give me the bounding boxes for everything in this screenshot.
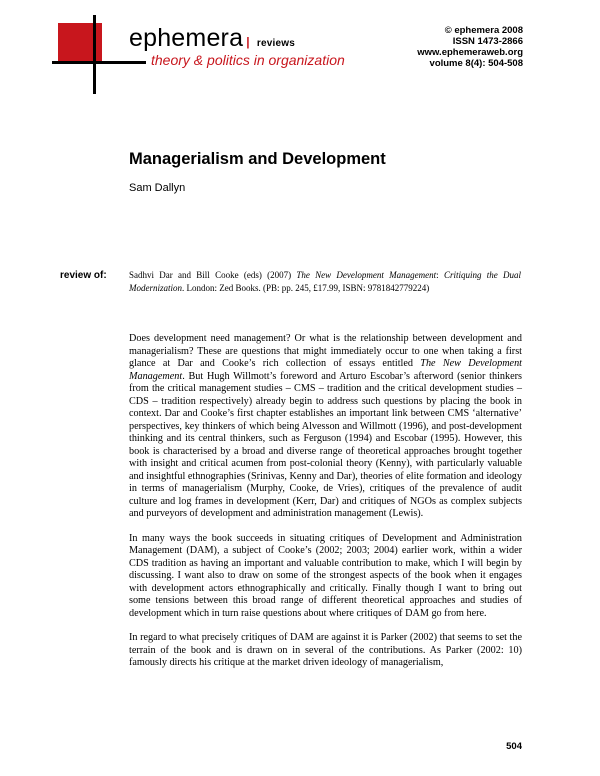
body-paragraph-1 [129, 333, 522, 521]
review-of-label: review of: [60, 270, 107, 281]
page-number: 504 [506, 741, 522, 752]
brand-separator: | [246, 35, 250, 49]
article-author: Sam Dallyn [129, 182, 186, 194]
website-line: www.ephemeraweb.org [417, 47, 523, 58]
citation-book-title: The New Development Management [296, 270, 437, 280]
copyright-line: © ephemera 2008 [444, 25, 523, 36]
citation-colon: : [436, 270, 444, 280]
review-citation [129, 269, 521, 294]
issn-line: ISSN 1473-2866 [452, 36, 523, 47]
body-paragraph-3: In regard to what precisely critiques of DAM are against it is Parker (2002) that seems to set the terrain of the book and is drawn on in several of the contributions. As Parker (2002: 10) famously directs his critique at the market driven ideology of managerialism, [129, 632, 522, 668]
journal-brand [129, 26, 295, 51]
book-title-italic: The New Development Management [129, 358, 522, 382]
journal-tagline: theory & politics in organization [151, 52, 345, 68]
body-paragraph-2: In many ways the book succeeds in situating critiques of Development and Administration Management (DAM), a subject of Cooke’s (2002; 2003; 2004) earlier work, within a wider CDS tradition as having an important and valuable contribution to make, which I will begin by discussing. I want also to draw on some of the strongest aspects of the book when it engages with development actors ethnographically and critically. Finally though I want to bring out some tensions between this broad range of different theoretical approaches and studies of development which in turn raise questions about where critiques of DAM go from here. [129, 532, 522, 619]
paragraph-text: . But Hugh Willmott’s foreword and Arturo Escobar’s afterword (senior thinkers from the critical management studies – CMS – tradition and the critical development studies – CDS – tradition respectively) already begin to address such questions by placing the book in context. Dar and Cooke’s first chapter establishes an important link between CMS ‘alternative’ perspectives, key thinkers of which being Alvesson and Willmott (1996), and post-development thinking and its central thinkers, such as Ferguson (1994) and Escobar (1995). However, this book is characterised by a broad and diverse range of theoretical approaches brought together with insight and critical acumen from post-colonial theory (Kenny), with particularly valuable and insightful ethnographies (Srinivas, Kenny and Dar), theories of elite formation and ideology in terms of managerialism (Murphy, Cooke, de Vries), critiques of the prevalence of audit culture and log frames in development (Kerr, Dar) and critiques of NGOs as complex subjects and purveyors of development and administration management (Lewis). [129, 370, 522, 519]
paragraph-text: Does development need management? Or what is the relationship between development and managerialism? These are questions that might immediately occur to one when taking a first glance at Dar and Cooke’s rich collection of essays entitled [129, 333, 522, 369]
citation-book-subtitle: Critiquing the Dual Modernization [129, 270, 521, 293]
logo-vertical-line [93, 15, 96, 94]
logo-horizontal-line [52, 61, 146, 64]
citation-authors: Sadhvi Dar and Bill Cooke (eds) (2007) [129, 270, 297, 280]
brand-name: ephemera [129, 24, 244, 52]
article-body [129, 333, 522, 682]
volume-line: volume 8(4): 504-508 [429, 58, 523, 69]
section-label: reviews [256, 38, 296, 49]
citation-publisher: . London: Zed Books. (PB: pp. 245, £17.99, ISBN: 9781842779224) [182, 282, 430, 293]
article-title: Managerialism and Development [129, 150, 386, 168]
publication-meta [417, 25, 523, 69]
